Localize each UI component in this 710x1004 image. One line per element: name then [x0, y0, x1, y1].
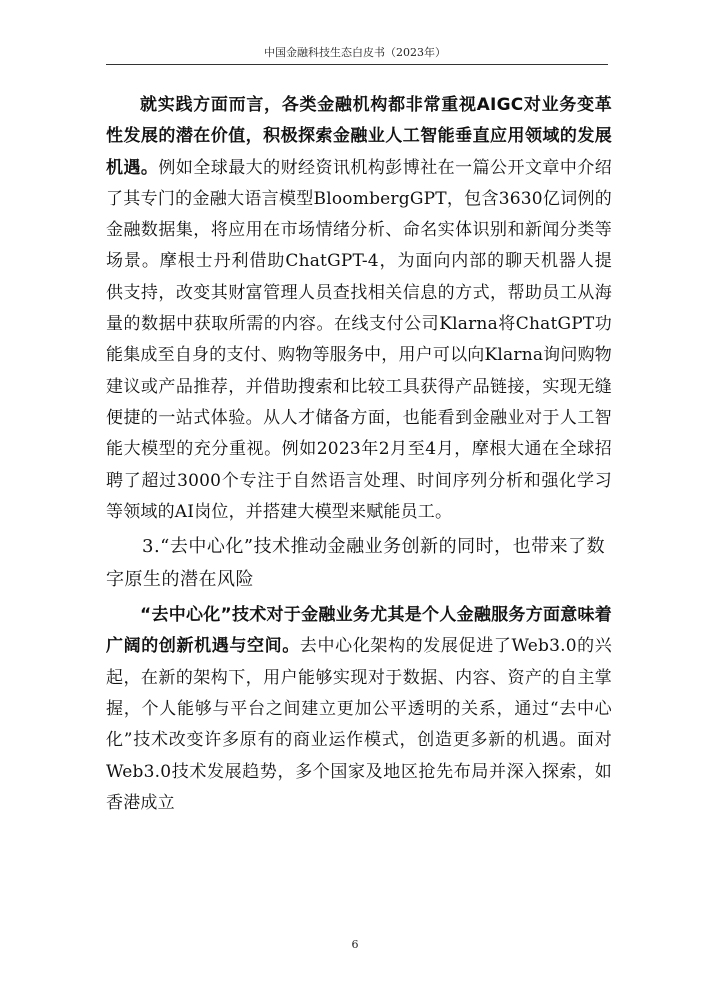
page-body: [106, 90, 612, 819]
page-number: 6: [351, 938, 359, 951]
section-heading-decentralization: 3.“去中心化”技术推动金融业务创新的同时，也带来了数字原生的潜在风险: [106, 536, 606, 591]
paragraph-decentralization: [106, 600, 612, 819]
header-rule: [106, 64, 608, 65]
paragraph-ai-practice: [106, 90, 612, 528]
paragraph-lead-bold: “去中心化”技术对于金融业务尤其是个人金融服务方面意味着广阔的创新机遇与空间。: [106, 605, 612, 657]
paragraph-lead-bold: 就实践方面而言，各类金融机构都非常重视AIGC对业务变革性发展的潜在价值，积极探索金融业人工智能垂直应用领域的发展机遇。: [106, 95, 612, 178]
running-header: 中国金融科技生态白皮书（2023年）: [264, 46, 446, 59]
paragraph-body-text: 去中心化架构的发展促进了Web3.0的兴起，在新的架构下，用户能够实现对于数据、内容、资产的自主掌握，个人能够与平台之间建立更加公平透明的关系，通过“去中心化”技术改变许多原有的商业运作模式，创造更多新的机遇。面对Web3.0技术发展趋势，多个国家及地区抢先布局并深入探索，如香港成立: [106, 636, 612, 813]
paragraph-body-text: 例如全球最大的财经资讯机构彭博社在一篇公开文章中介绍了其专门的金融大语言模型BloombergGPT，包含3630亿词例的金融数据集，将应用在市场情绪分析、命名实体识别和新闻分类等场景。摩根士丹利借助ChatGPT-4，为面向内部的聊天机器人提供支持，改变其财富管理人员查找相关信息的方式，帮助员工从海量的数据中获取所需的内容。在线支付公司Klarna将ChatGPT功能集成至自身的支付、购物等服务中，用户可以向Klarna询问购物建议或产品推荐，并借助搜索和比较工具获得产品链接，实现无缝便捷的一站式体验。从人才储备方面，也能看到金融业对于人工智能大模型的充分重视。例如2023年2月至4月，摩根大通在全球招聘了超过3000个专注于自然语言处理、时间序列分析和强化学习等领域的AI岗位，并搭建大模型来赋能员工。: [106, 157, 612, 522]
